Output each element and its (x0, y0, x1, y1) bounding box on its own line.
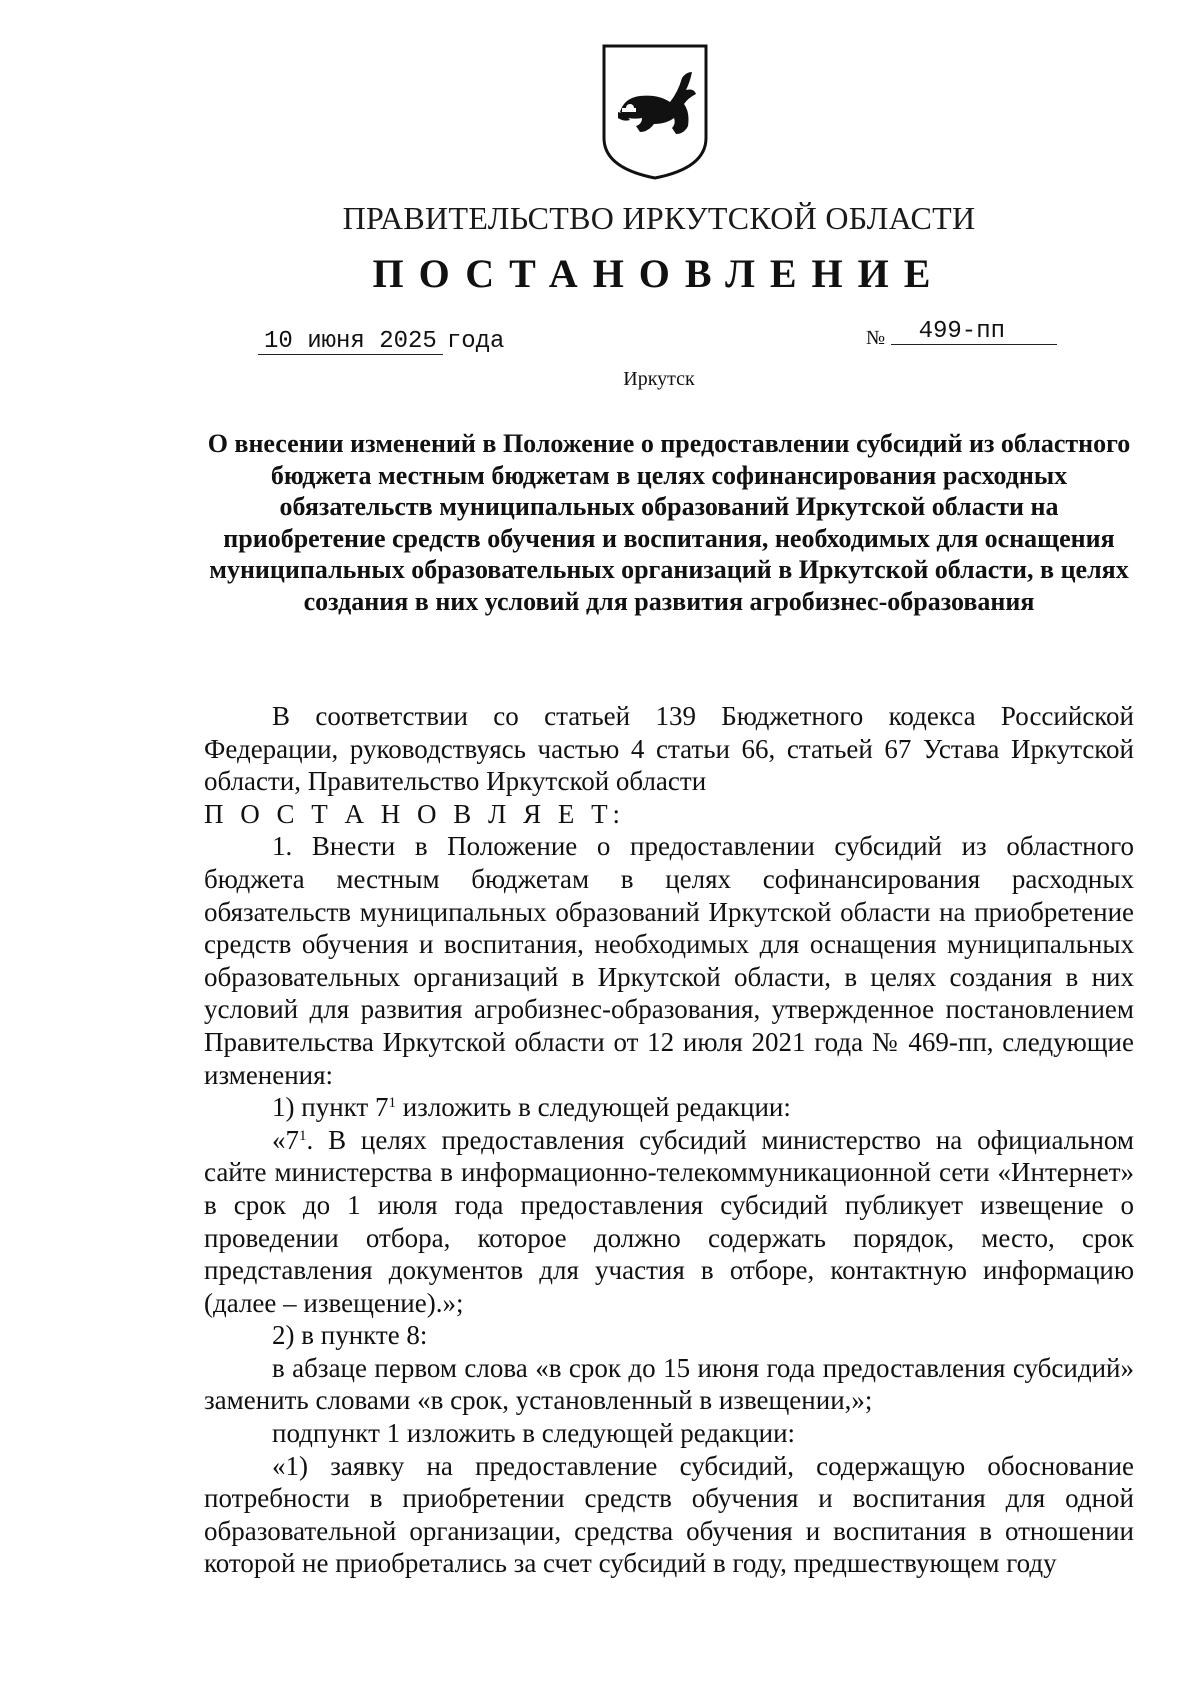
subitem-1-superscript: 1 (388, 1095, 396, 1112)
document-number (866, 318, 1057, 350)
document-title: О внесении изменений в Положение о предоставлении субсидий из областного бюджета местным бюджетам в целях софинансирования расходных обязательств муниципальных образований Иркутской области на приобретение средств обучения и воспитания, необходимых для оснащения муниципальных образовательных организаций в Иркутской области, в целях создания в них условий для развития агробизнес-образования (207, 429, 1131, 616)
number-sign: № (866, 327, 886, 349)
subitem-2: 2) в пункте 8: (272, 1320, 428, 1351)
subitem-1-text: 1) пункт 7 (272, 1092, 389, 1123)
number-value: 499-пп (891, 320, 1057, 345)
subitem-1-text-end: изложить в следующей редакции: (395, 1092, 791, 1123)
document-date (258, 328, 504, 355)
quote-1-start: «7 (272, 1124, 299, 1155)
preamble: В соответствии со статьей 139 Бюджетного кодекса Российской Федерации, руководствуясь частью 4 статьи 66, статьей 67 Устава Иркутской области, Правительство Иркутской области (204, 701, 1134, 797)
quote-2: «1) заявку на предоставление субсидий, содержащую обоснование потребности в приобретении средств обучения и воспитания для одной образовательной организации, средства обучения и воспитания в отношении которой не приобретались за счет субсидий в году, предшествующем году (204, 1450, 1134, 1579)
date-suffix: года (446, 328, 505, 355)
item-1: 1. Внести в Положение о предоставлении субсидий из областного бюджета местным бюджетам в целях софинансирования расходных обязательств муниципальных образований Иркутской области на приобретение средств обучения и воспитания, необходимых для оснащения муниципальных образовательных организаций в Иркутской области, в целях создания в них условий для развития агробизнес-образования, утвержденное постановлением Правительства Иркутской области от 12 июля 2021 года № 469-пп, следующие изменения: (204, 831, 1134, 1090)
quote-1-superscript: 1 (299, 1127, 307, 1144)
document-body (204, 700, 1134, 1580)
subpoint-1: подпункт 1 изложить в следующей редакции: (272, 1418, 796, 1449)
irkutsk-coat-of-arms-icon (600, 42, 710, 182)
quote-1-text: . В целях предоставления субсидий министерство на официальном сайте министерства в информационно-телекоммуникационной сети «Интернет» в срок до 1 июля года предоставления субсидий публикует извещение о проведении отбора, которое должно содержать порядок, место, срок представления документов для участия в отборе, контактную информацию (далее – извещение).»; (204, 1124, 1134, 1318)
paragraph-first: в абзаце первом слова «в срок до 15 июня года предоставления субсидий» заменить словами «в срок, установленный в извещении,»; (204, 1352, 1134, 1416)
resolve-word: П О С Т А Н О В Л Я Е Т: (204, 798, 626, 829)
subitem-1 (204, 1091, 1134, 1124)
document-type: ПОСТАНОВЛЕНИЕ (372, 251, 946, 296)
quote-1 (204, 1124, 1134, 1320)
government-name: ПРАВИТЕЛЬСТВО ИРКУТСКОЙ ОБЛАСТИ (342, 200, 976, 236)
city: Иркутск (623, 368, 695, 390)
date-value: 10 июня 2025 (258, 330, 443, 355)
